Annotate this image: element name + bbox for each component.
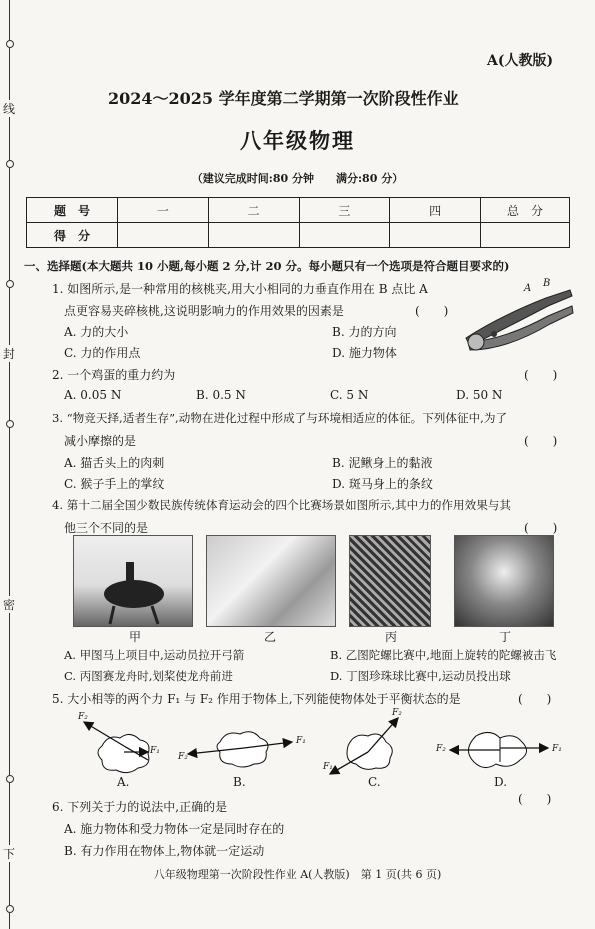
q4-caption-ding: 丁 [499,630,512,644]
q5-c-f1-label: F₁ [323,762,333,772]
score-cell-blank[interactable] [481,223,570,248]
q2-option-d[interactable]: D. 50 N [456,388,503,402]
q5-option-a[interactable]: A. [117,775,130,789]
margin-mark-mi: 密 [2,598,15,612]
score-cell-header: 总 分 [481,198,570,223]
score-cell-blank[interactable] [118,223,209,248]
score-cell-header: 二 [208,198,299,223]
q3-stem-line2: 减小摩擦的是 [64,434,137,448]
score-cell-blank[interactable] [299,223,390,248]
q3-answer-paren[interactable]: ( ) [524,434,558,448]
score-table [26,197,570,248]
q1-stem-line1: 1. 如图所示,是一种常用的核桃夹,用大小相同的力垂直作用在 B 点比 A [52,282,428,296]
q4-option-b[interactable]: B. 乙图陀螺比赛中,地面上旋转的陀螺被击飞 [330,648,557,662]
q5-b-f1-label: F₁ [296,736,306,746]
q5-option-c[interactable]: C. [368,775,381,789]
q4-caption-yi: 乙 [264,630,277,644]
q5-d-f2-label: F₂ [436,744,446,754]
q3-option-b[interactable]: B. 泥鳅身上的黏液 [332,456,433,470]
binding-dot [6,420,14,428]
q4-option-d[interactable]: D. 丁图珍珠球比赛中,运动员投出球 [330,669,511,683]
q2-option-a[interactable]: A. 0.05 N [64,388,122,402]
q5-b-f2-label: F₂ [178,752,188,762]
q1-figure-label-b: B [543,278,551,289]
q1-answer-paren[interactable]: ( ) [415,304,449,318]
section-heading: 一、选择题(本大题共 10 小题,每小题 2 分,计 20 分。每小题只有一个选项是符合题目要求的) [24,259,510,273]
q4-caption-jia: 甲 [129,630,142,644]
time-note: （建议完成时间:80 分钟 满分:80 分） [191,172,404,185]
subject-title: 八年级物理 [240,128,355,153]
edition-tag: A(人教版) [487,53,554,69]
q6-option-a[interactable]: A. 施力物体和受力物体一定是同时存在的 [64,822,285,836]
score-cell-label: 题 号 [27,198,118,223]
score-cell-header: 一 [118,198,209,223]
q3-option-d[interactable]: D. 斑马身上的条纹 [332,477,433,491]
q6-stem: 6. 下列关于力的说法中,正确的是 [52,800,228,814]
page-footer: 八年级物理第一次阶段性作业 A(人教版) 第 1 页(共 6 页) [153,868,442,881]
option-a-body [98,734,149,772]
nutcracker-figure [460,276,578,358]
score-cell-label: 得 分 [27,223,118,248]
binding-dot [6,905,14,913]
score-cell-header: 四 [390,198,481,223]
q2-option-b[interactable]: B. 0.5 N [196,388,246,402]
q1-stem-line2: 点更容易夹碎核桃,这说明影响力的作用效果的因素是 [64,304,344,318]
q4-option-a[interactable]: A. 甲图马上项目中,运动员拉开弓箭 [64,648,245,662]
q5-option-b[interactable]: B. [233,775,246,789]
score-cell-blank[interactable] [208,223,299,248]
q5-c-f2-label: F₂ [392,708,402,718]
q4-stem-line1: 4. 第十二届全国少数民族传统体育运动会的四个比赛场景如图所示,其中力的作用效果与其 [52,498,511,512]
q1-option-a[interactable]: A. 力的大小 [64,325,129,339]
exam-title: 2024～2025 学年度第二学期第一次阶段性作业 [108,89,459,108]
q3-option-c[interactable]: C. 猴子手上的掌纹 [64,477,165,491]
q5-a-f1-label: F₁ [150,746,160,756]
score-table-header-row [27,198,570,223]
q3-stem-line1: 3. “物竞天择,适者生存”,动物在进化过程中形成了与环境相适应的体征。下列体征中,为了 [52,411,508,425]
q4-photo-yi [206,535,336,627]
q1-option-d[interactable]: D. 施力物体 [332,346,397,360]
q4-answer-paren[interactable]: ( ) [524,521,558,535]
q6-option-b[interactable]: B. 有力作用在物体上,物体就一定运动 [64,844,265,858]
q5-d-f1-label: F₁ [552,744,562,754]
q1-option-b[interactable]: B. 力的方向 [332,325,397,339]
binding-dot [6,160,14,168]
q2-answer-paren[interactable]: ( ) [524,368,558,382]
q4-photo-bing [349,535,431,627]
q5-a-f2-label: F₂ [78,712,88,722]
q4-photo-ding [454,535,554,627]
q1-figure-label-a: A [524,283,532,294]
q2-stem: 2. 一个鸡蛋的重力约为 [52,368,176,382]
margin-mark-feng: 封 [2,347,15,361]
margin-mark-xian: 线 [2,102,15,116]
option-b-body [217,732,268,767]
q4-caption-bing: 丙 [385,630,398,644]
q5-stem: 5. 大小相等的两个力 F₁ 与 F₂ 作用于物体上,下列能使物体处于平衡状态的是 [52,692,461,706]
margin-mark-xia: 下 [2,847,15,861]
q4-option-c[interactable]: C. 丙图赛龙舟时,划桨使龙舟前进 [64,669,233,683]
q1-option-c[interactable]: C. 力的作用点 [64,346,141,360]
score-cell-header: 三 [299,198,390,223]
q2-option-c[interactable]: C. 5 N [330,388,369,402]
binding-dot [6,280,14,288]
q3-option-a[interactable]: A. 猫舌头上的肉刺 [64,456,165,470]
binding-dot [6,40,14,48]
q4-photo-jia [73,535,193,627]
score-table-score-row [27,223,570,248]
q5-answer-paren[interactable]: ( ) [518,692,552,706]
q5-force-diagrams [64,708,564,784]
score-cell-blank[interactable] [390,223,481,248]
q4-stem-line2: 他三个不同的是 [64,521,149,535]
option-c-body [347,734,392,769]
q5-option-d[interactable]: D. [494,775,508,789]
binding-dot [6,775,14,783]
q6-answer-paren[interactable]: ( ) [518,792,552,806]
